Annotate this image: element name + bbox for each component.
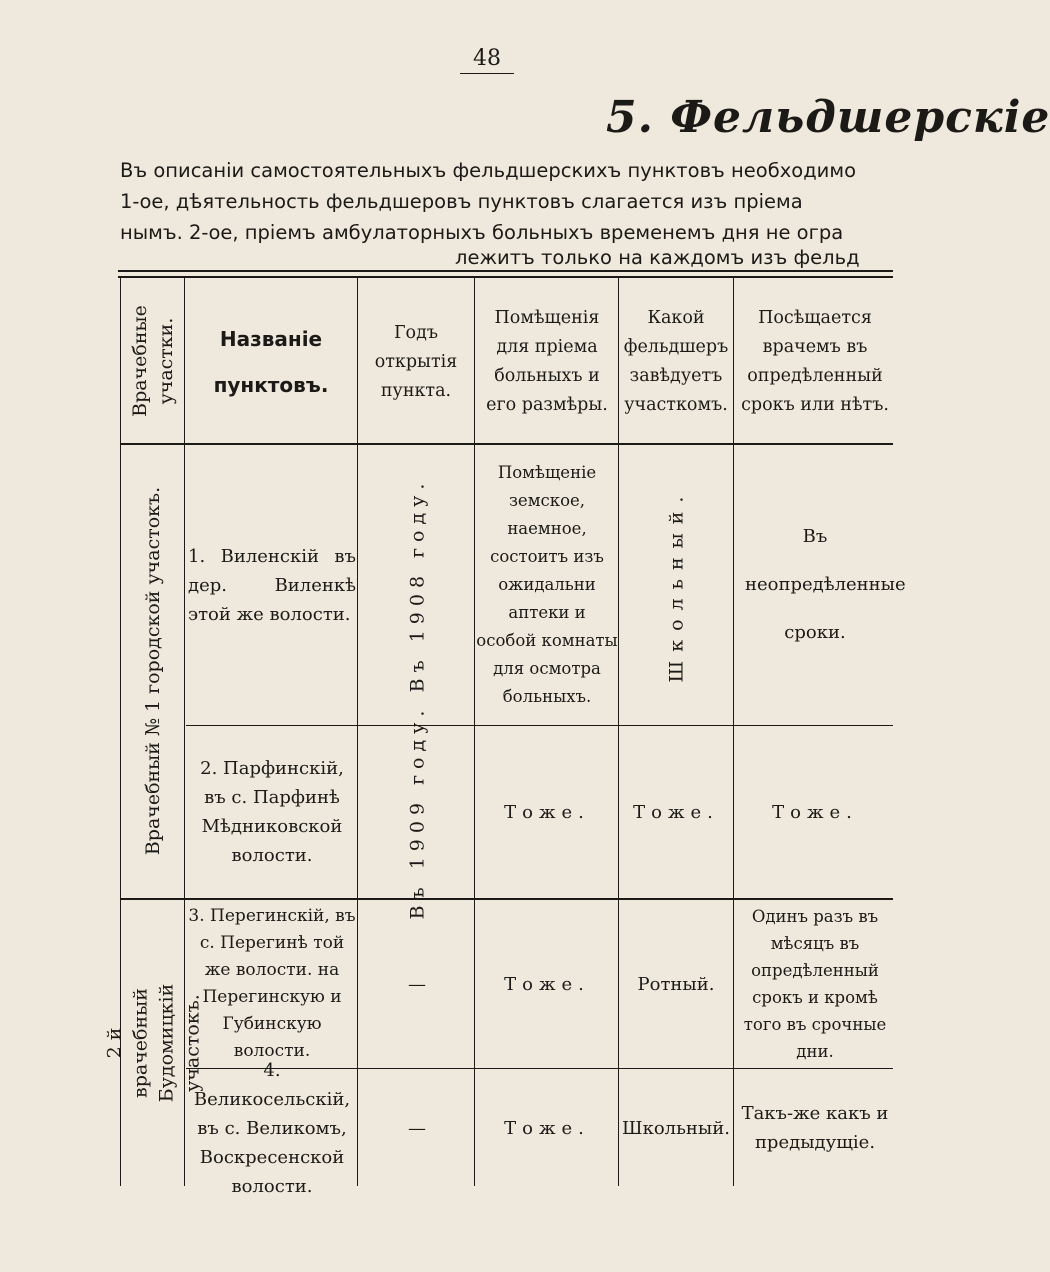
district-2: 2 й врачебный Будомицкій участокъ.: [103, 983, 204, 1102]
intro-line-4: лежитъ только на каждомъ изъ фельд: [455, 246, 860, 269]
section-title: 5. Фельдшерскіе: [606, 92, 1050, 143]
row-rule-1: [186, 725, 893, 726]
header-visits: Посѣщается врачемъ въ опредѣленный срокъ или нѣтъ.: [741, 308, 889, 415]
row-3-year: —: [408, 973, 426, 995]
header-premises: Помѣщенія для пріема больныхъ и его размѣры.: [486, 308, 608, 415]
col-rule-5: [733, 276, 734, 1186]
row-4-visits: Такъ-же какъ и предыдущіе.: [741, 1103, 889, 1153]
page-number: 48: [460, 46, 514, 74]
row-2-premises: Тоже.: [504, 801, 590, 823]
row-1-year: Въ 1908 году.: [406, 477, 429, 693]
row-1-name: 1. Виленскій въ дер. Виленкѣ этой же волости.: [188, 545, 356, 625]
header-district: Врачебные участки.: [129, 305, 178, 417]
row-4-feldsher: Школьный.: [622, 1117, 730, 1139]
row-2-year: Въ 1909 году.: [406, 704, 429, 920]
header-feldsher: Какой фельдшеръ завѣдуетъ участкомъ.: [623, 308, 729, 415]
table-top-rule-1: [118, 270, 893, 272]
table-top-rule-2: [118, 276, 893, 278]
intro-line-2: 1-ое, дѣятельность фельдшеровъ пунктовъ слагается изъ пріема: [120, 190, 803, 213]
row-4-premises: Тоже.: [504, 1117, 590, 1139]
header-bottom-rule: [120, 443, 893, 445]
row-2-feldsher: Тоже.: [633, 801, 719, 823]
intro-line-3: нымъ. 2-ое, пріемъ амбулаторныхъ больныхъ временемъ дня не огра: [120, 221, 844, 244]
intro-line-1: Въ описаніи самостоятельныхъ фельдшерскихъ пунктовъ необходимо: [120, 159, 857, 182]
row-1-visits: Въ неопредѣленные сроки.: [745, 526, 906, 643]
district-1: Врачебный № 1 городской участокъ.: [142, 486, 165, 856]
row-4-year: —: [408, 1117, 426, 1139]
header-year: Годъ открытія пункта.: [374, 322, 458, 401]
row-3-name: 3. Перегинскій, въ с. Перегинѣ той же волости. на Перегинскую и Губинскую волости.: [188, 906, 356, 1061]
row-1-feldsher: Школьный.: [665, 487, 687, 683]
row-3-feldsher: Ротный.: [637, 973, 715, 995]
row-2-visits: Тоже.: [772, 801, 858, 823]
col-rule-2: [357, 276, 358, 1186]
row-3-premises: Тоже.: [504, 973, 590, 995]
header-name: Названіе пунктовъ.: [213, 327, 329, 397]
district-rule: [120, 898, 893, 900]
row-1-premises: Помѣщеніе земское, наемное, состоитъ изъ ожидальни аптеки и особой комнаты для осмотра больныхъ.: [476, 463, 618, 706]
row-3-visits: Одинъ разъ въ мѣсяцъ въ опредѣленный срокъ и кромѣ того въ срочные дни.: [743, 907, 887, 1061]
row-2-name: 2. Парфинскій, въ с. Парфинѣ Мѣдниковской волости.: [200, 758, 344, 866]
row-4-name: 4. Великосельскій, въ с. Великомъ, Воскресенской волости.: [193, 1059, 351, 1197]
